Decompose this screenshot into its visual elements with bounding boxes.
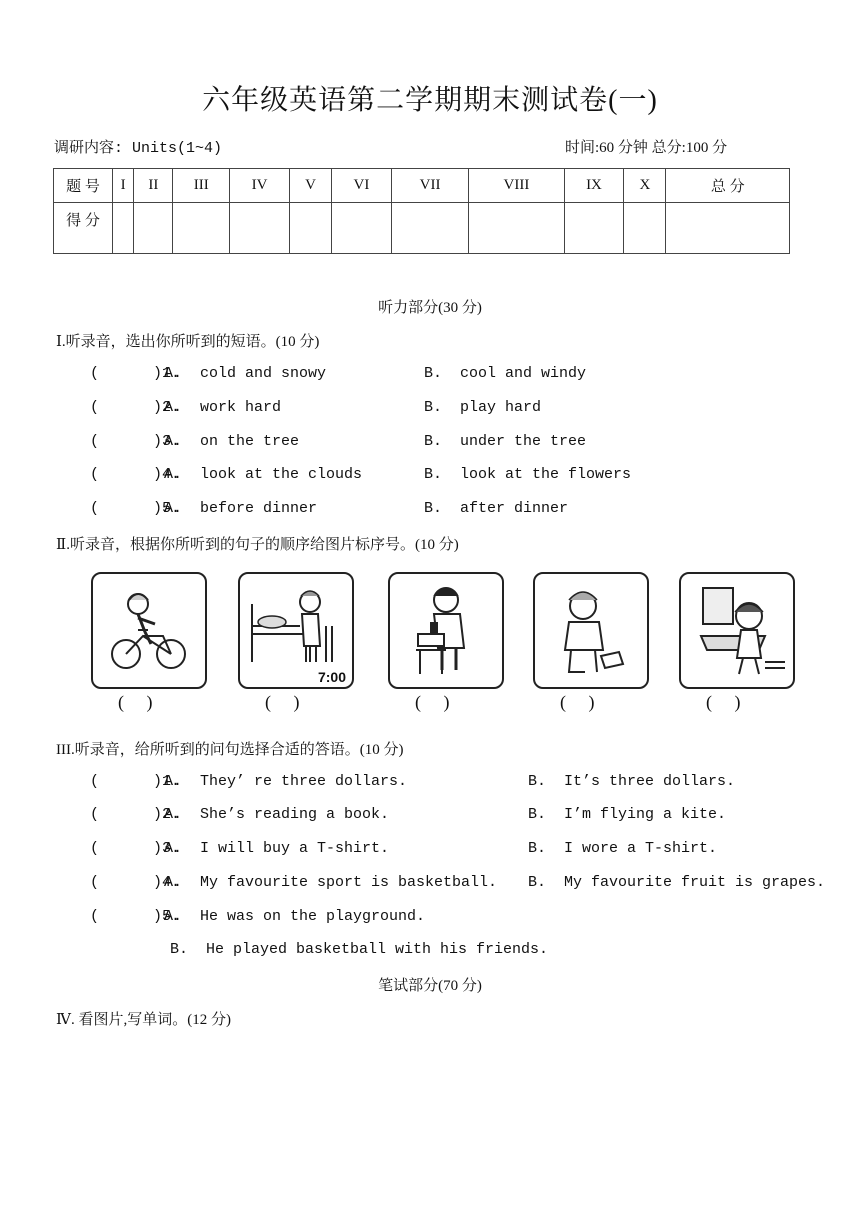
score-table-header-row [54,169,790,203]
section-2-title: Ⅱ.听录音，根据你所听到的句子的顺序给图片标序号。(10 分) [56,537,459,553]
score-header-cell: VI [332,169,392,203]
picture-answer-blank[interactable]: ( ) [118,692,153,712]
boy-by-bed-icon [238,572,354,689]
score-header-cell: 题 号 [54,169,113,203]
option-b: B. He played basketball with his friends. [170,941,549,958]
score-header-cell: VIII [469,169,564,203]
score-blank-cell[interactable] [564,203,624,254]
answer-blank[interactable]: ( )3. [90,840,181,857]
score-blank-cell[interactable] [134,203,173,254]
score-blank-cell[interactable] [332,203,392,254]
option-a: A. work hard [164,399,282,416]
listening-heading: 听力部分(30 分) [378,300,482,316]
score-table [53,168,790,254]
answer-blank[interactable]: ( )1. [90,773,181,790]
score-header-cell: IX [564,169,624,203]
answer-blank[interactable]: ( )3. [90,433,181,450]
section-4-title: Ⅳ. 看图片,写单词。(12 分) [56,1012,231,1028]
option-b: B. I’m flying a kite. [528,806,727,823]
option-b: B. under the tree [424,433,587,450]
score-header-cell: IV [230,169,290,203]
writing-heading: 笔试部分(70 分) [378,978,482,994]
score-header-cell: X [624,169,666,203]
score-blank-cell[interactable] [666,203,790,254]
answer-blank[interactable]: ( )1. [90,365,181,382]
answer-blank[interactable]: ( )5. [90,500,181,517]
picture-answer-blank[interactable]: ( ) [706,692,741,712]
score-blank-cell[interactable] [230,203,290,254]
option-b: B. after dinner [424,500,569,517]
option-a: A. look at the clouds [164,466,363,483]
picture-answer-blank[interactable]: ( ) [560,692,595,712]
option-b: B. look at the flowers [424,466,632,483]
score-blank-cell[interactable] [113,203,134,254]
option-a: A. before dinner [164,500,318,517]
score-blank-cell[interactable] [173,203,230,254]
exam-time-score: 时间:60 分钟 总分:100 分 [565,140,728,156]
answer-blank[interactable]: ( )4. [90,466,181,483]
score-header-cell: I [113,169,134,203]
score-blank-cell[interactable] [469,203,564,254]
section-1-title: Ⅰ.听录音，选出你所听到的短语。(10 分) [56,334,320,350]
page-title: 六年级英语第二学期期末测试卷(一) [202,85,658,116]
boy-reading-icon [533,572,649,689]
answer-blank[interactable]: ( )5. [90,908,181,925]
score-blank-cell[interactable] [289,203,331,254]
option-a: A. My favourite sport is basketball. [164,874,498,891]
option-b: B. My favourite fruit is grapes. [528,874,826,891]
picture-answer-blank[interactable]: ( ) [415,692,450,712]
exam-scope: 调研内容: Units(1~4) [54,140,223,157]
score-header-cell: II [134,169,173,203]
boy-washing-face-icon [679,572,795,689]
option-a: A. He was on the playground. [164,908,426,925]
option-b: B. I wore a T-shirt. [528,840,718,857]
option-a: A. They’ re three dollars. [164,773,408,790]
option-a: A. cold and snowy [164,365,327,382]
option-b: B. play hard [424,399,542,416]
score-blank-cell[interactable] [624,203,666,254]
picture-answer-blank[interactable]: ( ) [265,692,300,712]
answer-blank[interactable]: ( )2. [90,399,181,416]
score-header-cell: 总 分 [666,169,790,203]
option-b: B. It’s three dollars. [528,773,736,790]
score-row-label: 得 分 [54,203,113,254]
answer-blank[interactable]: ( )4. [90,874,181,891]
option-b: B. cool and windy [424,365,587,382]
option-a: A. on the tree [164,433,300,450]
answer-blank[interactable]: ( )2. [90,806,181,823]
boy-cooking-icon [388,572,504,689]
score-header-cell: VII [391,169,469,203]
score-header-cell: III [173,169,230,203]
score-header-cell: V [289,169,331,203]
score-table-score-row [54,203,790,254]
score-blank-cell[interactable] [391,203,469,254]
option-a: A. She’s reading a book. [164,806,390,823]
clock-time-label: 7:00 [317,669,346,685]
option-a: A. I will buy a T-shirt. [164,840,390,857]
boy-riding-bike-icon [91,572,207,689]
section-3-title: III.听录音，给所听到的问句选择合适的答语。(10 分) [56,742,404,758]
